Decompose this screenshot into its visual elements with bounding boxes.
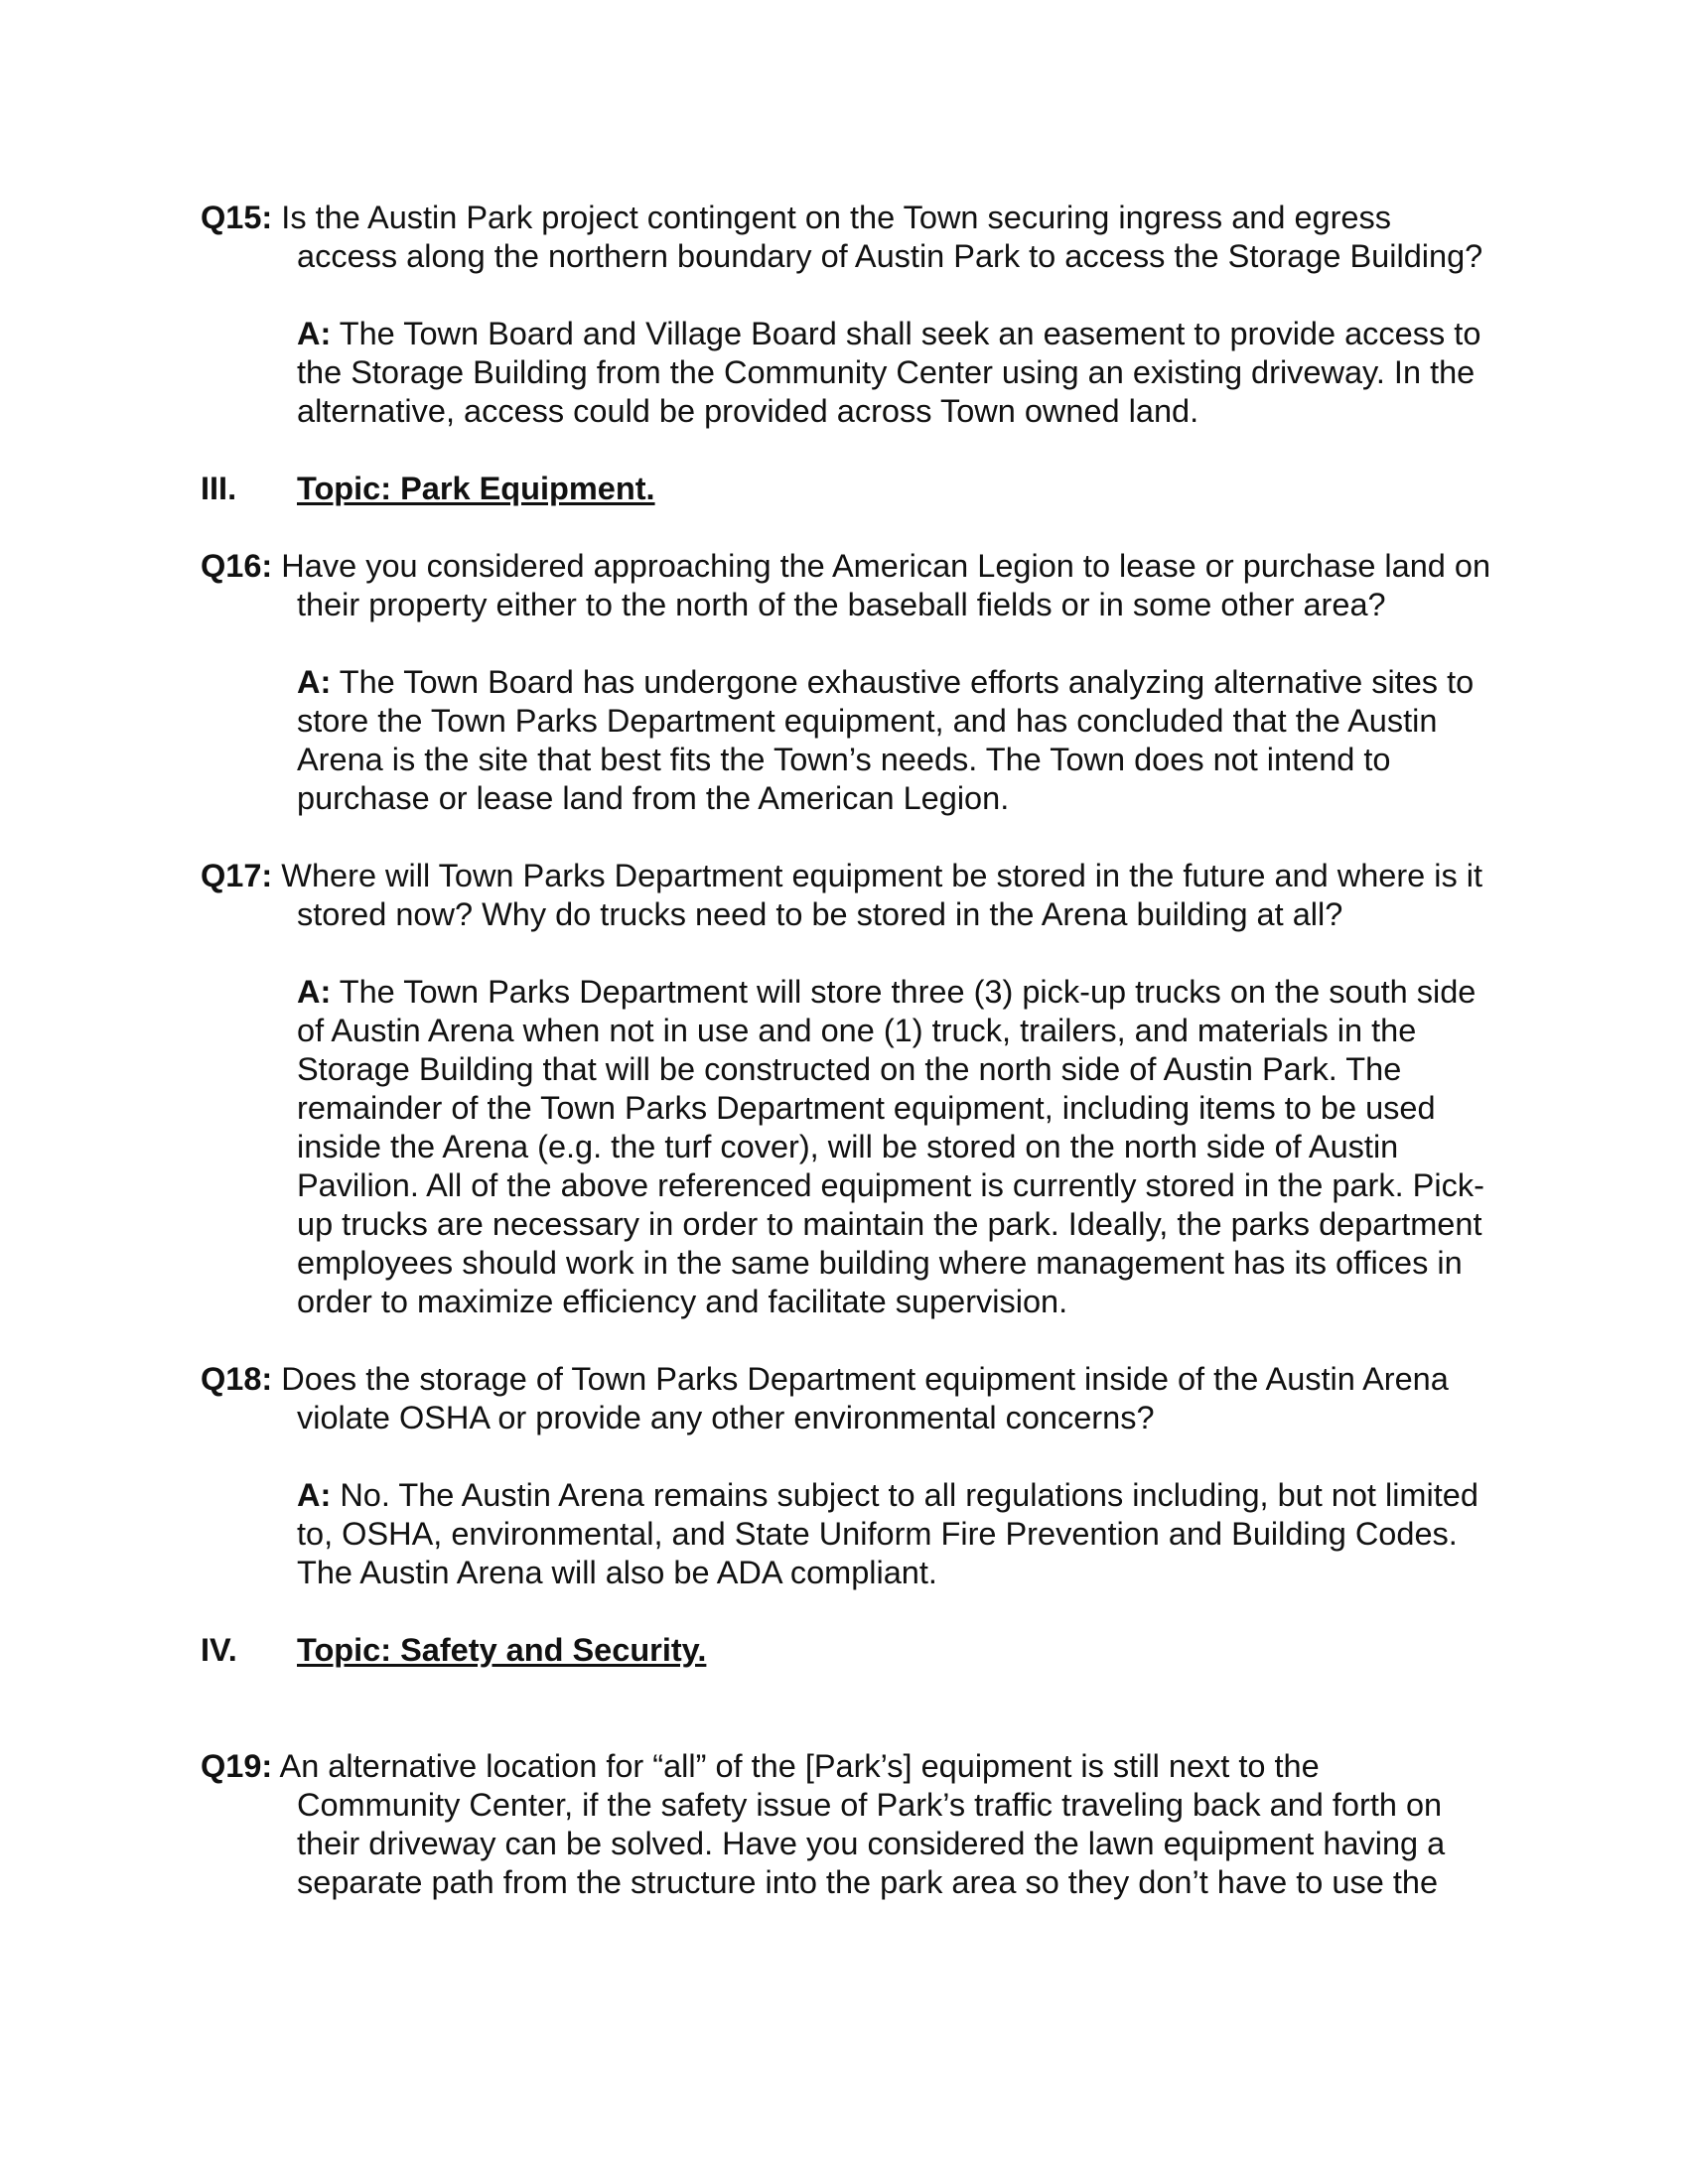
qa-q18 <box>201 1360 1491 1592</box>
answer-q16 <box>201 663 1491 818</box>
question-label: Q16: <box>201 548 273 584</box>
section-number: III. <box>201 471 237 506</box>
qa-q15 <box>201 199 1491 431</box>
section-number: IV. <box>201 1632 237 1668</box>
question-label: Q19: <box>201 1748 273 1784</box>
qa-q17 <box>201 857 1491 1321</box>
section-title: Topic: Park Equipment. <box>297 471 655 506</box>
answer-label: A: <box>297 664 332 700</box>
question-label: Q15: <box>201 200 273 235</box>
question-text: An alternative location for “all” of the [Park’s] equipment is still next to the Community Center, if the safety issue of Park’s traffic traveling back and forth on their driveway can be solved. Have you considered the lawn equipment having a separate path from the structure into the park area so they don’t have to use the <box>279 1748 1446 1900</box>
document-body <box>201 199 1491 1902</box>
question-text: Is the Austin Park project contingent on the Town securing ingress and egress access along the northern boundary of Austin Park to access the Storage Building? <box>281 200 1483 274</box>
section-heading-safety-security <box>201 1631 1491 1670</box>
qa-q19 <box>201 1747 1491 1902</box>
question-q19 <box>201 1747 1491 1902</box>
answer-label: A: <box>297 316 332 351</box>
question-q16 <box>201 547 1491 624</box>
question-label: Q18: <box>201 1361 273 1397</box>
answer-text: No. The Austin Arena remains subject to all regulations including, but not limited to, OSHA, environmental, and State Uniform Fire Prevention and Building Codes. The Austin Arena will also be ADA compliant. <box>297 1477 1478 1590</box>
answer-q18 <box>201 1476 1491 1592</box>
question-q17 <box>201 857 1491 934</box>
question-q15 <box>201 199 1491 276</box>
answer-text: The Town Board and Village Board shall seek an easement to provide access to the Storage Building from the Community Center using an existing driveway. In the alternative, access could be provided across Town owned land. <box>297 316 1481 429</box>
question-text: Where will Town Parks Department equipment be stored in the future and where is it stored now? Why do trucks need to be stored in the Arena building at all? <box>281 858 1483 932</box>
qa-q16 <box>201 547 1491 818</box>
question-label: Q17: <box>201 858 273 893</box>
answer-label: A: <box>297 1477 332 1513</box>
question-q18 <box>201 1360 1491 1437</box>
section-heading-park-equipment <box>201 470 1491 508</box>
answer-text: The Town Parks Department will store three (3) pick-up trucks on the south side of Austin Arena when not in use and one (1) truck, trailers, and materials in the Storage Building that will be constructed on the north side of Austin Park. The remainder of the Town Parks Department equipment, including items to be used inside the Arena (e.g. the turf cover), will be stored on the north side of Austin Pavilion. All of the above referenced equipment is currently stored in the park. Pick-up trucks are necessary in order to maintain the park. Ideally, the parks department employees should work in the same building where management has its offices in order to maximize efficiency and facilitate supervision. <box>297 974 1484 1319</box>
question-text: Have you considered approaching the American Legion to lease or purchase land on their property either to the north of the baseball fields or in some other area? <box>281 548 1491 622</box>
answer-label: A: <box>297 974 332 1010</box>
question-text: Does the storage of Town Parks Department equipment inside of the Austin Arena violate OSHA or provide any other environmental concerns? <box>281 1361 1449 1435</box>
answer-text: The Town Board has undergone exhaustive efforts analyzing alternative sites to store the Town Parks Department equipment, and has concluded that the Austin Arena is the site that best fits the Town’s needs. The Town does not intend to purchase or lease land from the American Legion. <box>297 664 1475 816</box>
section-title: Topic: Safety and Security. <box>297 1632 707 1668</box>
answer-q17 <box>201 973 1491 1321</box>
answer-q15 <box>201 315 1491 431</box>
